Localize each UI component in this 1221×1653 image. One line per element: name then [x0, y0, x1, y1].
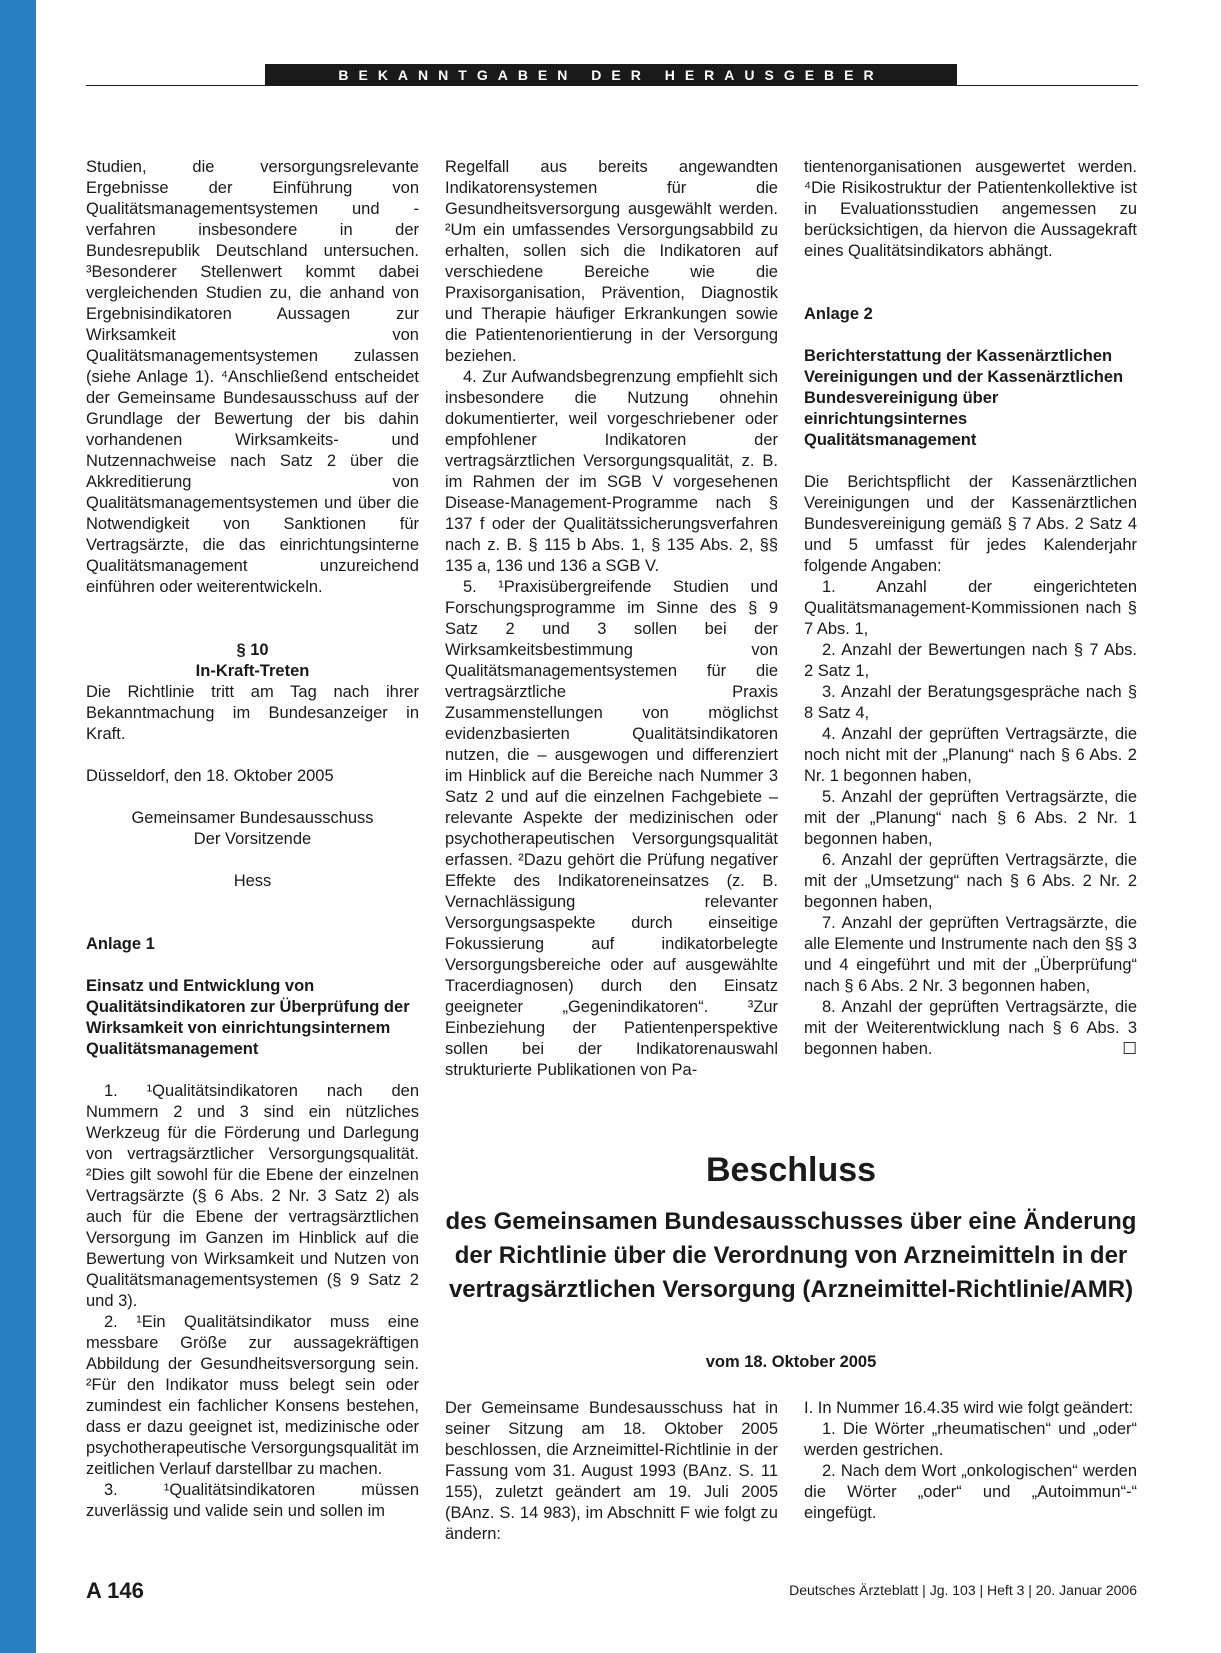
header-rule — [86, 85, 1138, 86]
anlage-1-item-3: 3. ¹Qualitätsindikatoren müssen zuverlässig und valide sein und sollen im — [86, 1481, 419, 1520]
col1-intro: Studien, die versorgungsrelevante Ergebnisse der Einführung von Qualitätsmanagementsystemen und -verfahren insbesondere in der Bundesrepublik Deutschland untersuchen. ³Besonderer Stellenwert kommt dabei vergleichenden Studien zu, die anhand von Ergebnisindikatoren Aussagen zur Wirksamkeit von Qualitätsmanagementsystemen zulassen (siehe Anlage 1). ⁴Anschließend entscheidet der Gemeinsame Bundesausschuss auf der Grundlage der Bewertung der bis dahin vorhandenen Wirksamkeits- und Nutzennachweise nach Satz 2 über die Akkreditierung von Qualitätsmanagementsystemen und über die Notwendigkeit von Sanktionen für Vertragsärzte, die das einrichtungsinterne Qualitätsmanagement unzureichend einführen oder weiterentwickeln. — [86, 158, 419, 596]
anlage-2-list-item — [804, 997, 1137, 1060]
anlage-2-list-item: 5. Anzahl der geprüften Vertragsärzte, die mit der „Planung“ nach § 6 Abs. 2 Nr. 1 begonnen haben, — [804, 788, 1137, 848]
beschluss-subtitle: des Gemeinsamen Bundesausschusses über eine Änderung der Richtlinie über die Verordnung von Arzneimitteln in der vertragsärztlichen Versorgung (Arzneimittel-Richtlinie/AMR) — [445, 1208, 1137, 1303]
anlage-2-last-item-text: 8. Anzahl der geprüften Vertragsärzte, die mit der Weiterentwicklung nach § 6 Abs. 3 begonnen haben. — [804, 998, 1137, 1058]
place-date: Düsseldorf, den 18. Oktober 2005 — [86, 767, 334, 785]
paragraph-10-number: § 10 — [236, 641, 269, 659]
anlage-1-item-4: 4. Zur Aufwandsbegrenzung empfiehlt sich insbesondere die Nutzung ohnehin dokumentierter, weil vorgeschriebener oder empfohlener Indikatoren der vertragsärztlichen Versorgungsqualität, z. B. im Rahmen der im SGB V vorgesehenen Disease-Management-Programme nach § 137 f oder der Qualitätssicherungsverfahren nach z. B. § 115 b Abs. 1, § 135 Abs. 2, §§ 135 a, 136 und 136 a SGB V. — [445, 368, 778, 575]
beschluss-title: Beschluss — [705, 1151, 877, 1189]
role: Der Vorsitzende — [193, 830, 312, 848]
beschluss-right-intro: I. In Nummer 16.4.35 wird wie folgt geändert: — [804, 1399, 1134, 1417]
anlage-2-list-item: 4. Anzahl der geprüften Vertragsärzte, die noch nicht mit der „Planung“ nach § 6 Abs. 2 Nr. 1 begonnen haben, — [804, 725, 1137, 785]
organization: Gemeinsamer Bundesausschuss — [131, 809, 374, 827]
anlage-1-title: Einsatz und Entwicklung von Qualitätsindikatoren zur Überprüfung der Wirksamkeit von einrichtungsinternem Qualitätsmanagement — [86, 977, 410, 1058]
beschluss-left-text: Der Gemeinsame Bundesausschuss hat in seiner Sitzung am 18. Oktober 2005 beschlossen, die Arzneimittel-Richtlinie in der Fassung vom 31. August 1993 (BAnz. S. 11 155), zuletzt geändert am 19. Juli 2005 (BAnz. S. 14 983), im Abschnitt F wie folgt zu ändern: — [445, 1399, 778, 1543]
anlage-2-list-item: 3. Anzahl der Beratungsgespräche nach § 8 Satz 4, — [804, 683, 1137, 722]
section-header: BEKANNTGABEN DER HERAUSGEBER — [265, 64, 957, 86]
anlage-2-list-item: 7. Anzahl der geprüften Vertragsärzte, die alle Elemente und Instrumente nach den §§ 3 und 4 eingeführt und mit der „Überprüfung“ nach § 6 Abs. 2 Nr. 3 begonnen haben, — [804, 914, 1137, 995]
anlage-2-label: Anlage 2 — [804, 305, 873, 323]
signer: Hess — [233, 872, 272, 890]
anlage-1-item-1: 1. ¹Qualitätsindikatoren nach den Nummern 2 und 3 sind ein nützliches Werkzeug für die Förderung und Darlegung von vertragsärztlicher Versorgungsqualität. ²Dies gilt sowohl für die Ebene der einzelnen Vertragsärzte (§ 6 Abs. 2 Nr. 3 Satz 2) als auch für die Ebene der vertragsärztlichen Versorgung im Ganzen im Hinblick auf die Bewertung von Wirksamkeit und Nutzen von Qualitätsmanagementsystemen (§ 9 Satz 2 und 3). — [86, 1082, 419, 1310]
paragraph-10-title: In-Kraft-Treten — [195, 662, 310, 680]
column-2 — [445, 157, 778, 1081]
beschluss-left-column — [445, 1398, 778, 1545]
col2-continuation: Regelfall aus bereits angewandten Indikatorensystemen für die Gesundheitsversorgung ausgewählt werden. ²Um ein umfassendes Versorgungsabbild zu erhalten, sollen sich die Indikatoren auf verschiedene Bereiche wie die Praxisorganisation, Prävention, Diagnostik und Therapie häufiger Erkrankungen sowie die Patientenorientierung in der Versorgung beziehen. — [445, 158, 778, 365]
col3-continuation: tientenorganisationen ausgewertet werden. ⁴Die Risikostruktur der Patientenkollektive ist in Evaluationsstudien angemessen zu berücksichtigen, da hiervon die Aussagekraft eines Qualitätsindikators abhängt. — [804, 158, 1137, 260]
end-of-article-mark: ☐ — [1122, 1040, 1137, 1058]
anlage-2-list-item: 6. Anzahl der geprüften Vertragsärzte, die mit der „Umsetzung“ nach § 6 Abs. 2 Nr. 2 begonnen haben, — [804, 851, 1137, 911]
anlage-1-label: Anlage 1 — [86, 935, 155, 953]
beschluss-date: vom 18. Oktober 2005 — [705, 1353, 877, 1371]
anlage-2-list-item: 2. Anzahl der Bewertungen nach § 7 Abs. 2 Satz 1, — [804, 641, 1137, 680]
journal-citation: Deutsches Ärzteblatt | Jg. 103 | Heft 3 | 20. Januar 2006 — [789, 1582, 1137, 1598]
paragraph-10-text: Die Richtlinie tritt am Tag nach ihrer Bekanntmachung im Bundesanzeiger in Kraft. — [86, 683, 419, 743]
beschluss-right-item-2: 2. Nach dem Wort „onkologischen“ werden die Wörter „oder“ und „Autoimmun“-“ eingefügt. — [804, 1462, 1137, 1522]
anlage-2-list-item: 1. Anzahl der eingerichteten Qualitätsmanagement-Kommissionen nach § 7 Abs. 1, — [804, 578, 1137, 638]
anlage-1-item-2: 2. ¹Ein Qualitätsindikator muss eine messbare Größe zur aussagekräftigen Abbildung der Gesundheitsversorgung sein. ²Für den Indikator muss belegt sein oder zumindest ein fachlicher Konsens bestehen, dass er dazu geeignet ist, medizinische oder psychotherapeutische Versorgungsqualität im zeitlichen Verlauf darstellbar zu machen. — [86, 1313, 419, 1478]
anlage-2-intro: Die Berichtspflicht der Kassenärztlichen Vereinigungen und der Kassenärztlichen Bundesvereinigung gemäß § 7 Abs. 2 Satz 4 und 5 umfasst für jedes Kalenderjahr folgende Angaben: — [804, 473, 1137, 575]
beschluss-right-item-1: 1. Die Wörter „rheumatischen“ und „oder“ werden gestrichen. — [804, 1420, 1137, 1459]
column-1 — [86, 157, 419, 1522]
sidebar-stripe — [0, 0, 36, 1653]
column-3 — [804, 157, 1137, 1060]
anlage-2-title: Berichterstattung der Kassenärztlichen Vereinigungen und der Kassenärztlichen Bundesvereinigung über einrichtungsinternes Qualitätsmanagement — [804, 347, 1124, 449]
beschluss-right-column — [804, 1398, 1137, 1524]
anlage-1-item-5: 5. ¹Praxisübergreifende Studien und Forschungsprogramme im Sinne des § 9 Satz 2 und 3 sollen bei der Wirksamkeitsbestimmung von Qualitätsmanagementsystemen für die vertragsärztliche Praxis Zusammenstellungen von möglichst evidenzbasierten Qualitätsindikatoren nutzen, die – ausgewogen und differenziert im Hinblick auf die Bereiche nach Nummer 3 Satz 2 und auf die einzelnen Fachgebiete – relevante Aspekte der medizinischen oder psychotherapeutischen Versorgungsqualität erfassen. ²Dazu gehört die Prüfung negativer Effekte des Indikatoreneinsatzes (z. B. Vernachlässigung relevanter Versorgungsaspekte durch einseitige Fokussierung auf indikatorbelegte Versorgungsbereiche oder auf ausgewählte Tracerdiagnosen) durch den Einsatz geeigneter „Gegenindikatoren“. ³Zur Einbeziehung der Patientenperspektive sollen bei der Indikatorenauswahl strukturierte Publikationen von Pa- — [445, 578, 778, 1079]
page-number: A 146 — [86, 1578, 144, 1603]
